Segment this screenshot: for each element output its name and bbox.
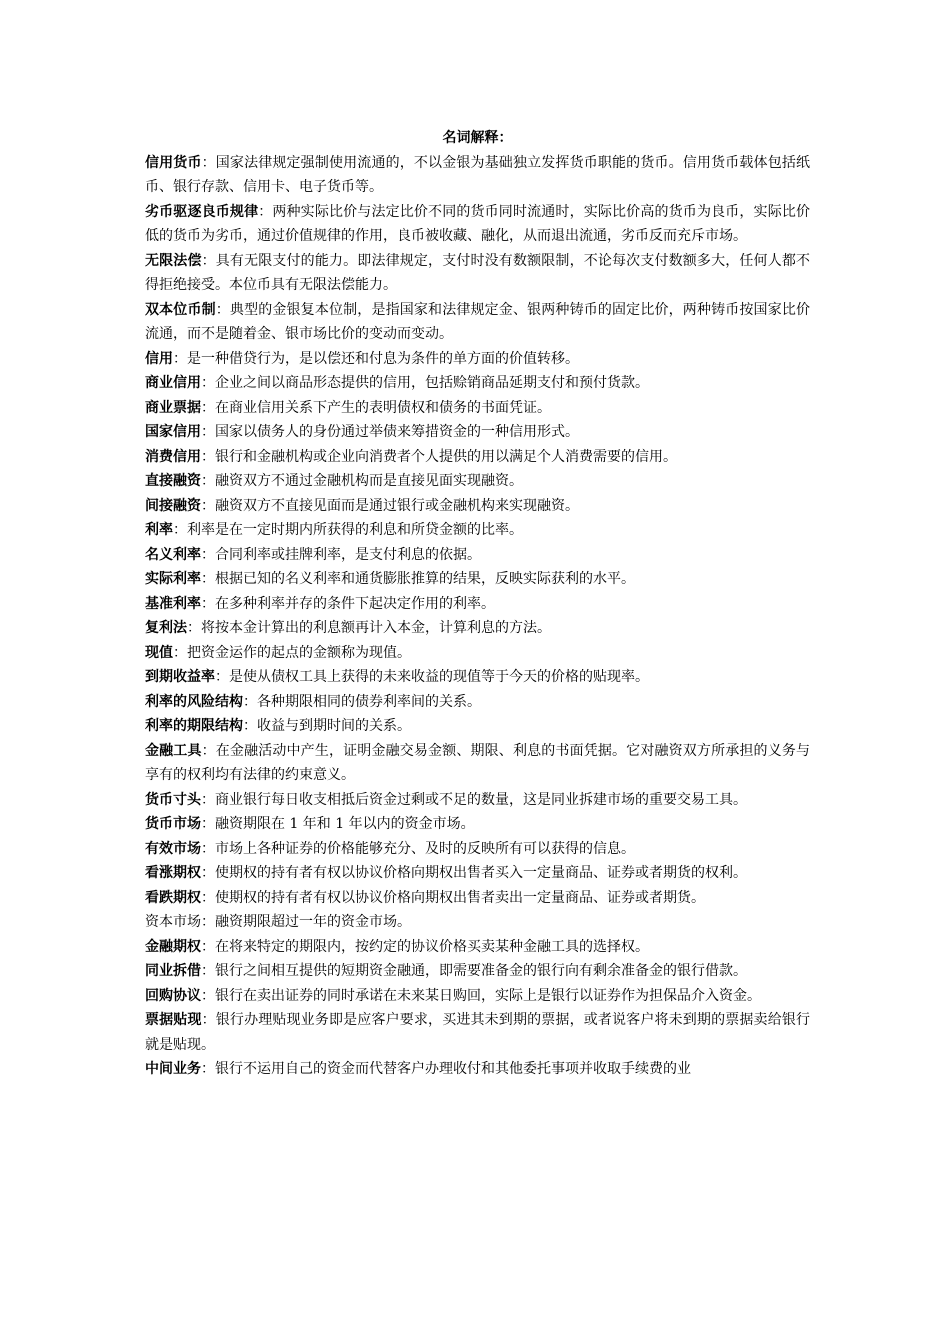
- glossary-term: 商业票据: [145, 399, 201, 416]
- term-separator: ：: [201, 154, 216, 171]
- glossary-term: 票据贴现: [145, 1012, 202, 1028]
- glossary-entry: [145, 420, 810, 445]
- glossary-entry: [145, 543, 810, 568]
- glossary-entry: [145, 959, 810, 984]
- term-separator: ：: [201, 742, 216, 759]
- glossary-definition: 银行之间相互提供的短期资金融通，即需要准备金的银行向有剩余准备金的银行借款。: [215, 963, 747, 979]
- glossary-term: 间接融资: [145, 497, 201, 514]
- term-separator: ：: [173, 522, 187, 538]
- glossary-definition: 是一种借贷行为，是以偿还和付息为条件的单方面的价值转移。: [187, 350, 579, 367]
- glossary-entry: [145, 739, 810, 788]
- glossary-term: 有效市场: [145, 840, 201, 857]
- glossary-term: 利率: [145, 522, 173, 538]
- glossary-entry: [145, 1008, 810, 1057]
- term-separator: ：: [201, 473, 215, 489]
- term-separator: ：: [201, 448, 215, 465]
- glossary-term: 直接融资: [145, 473, 201, 489]
- glossary-definition: 收益与到期时间的关系。: [257, 718, 411, 734]
- glossary-definition: 具有无限支付的能力。即法律规定，支付时没有数额限制，不论每次支付数额多大，任何人都不得拒绝接受。本位币具有无限法偿能力。: [145, 252, 811, 293]
- glossary-term: 货币寸头: [145, 791, 201, 808]
- glossary-entry: [145, 788, 810, 813]
- glossary-term: 货币市场: [145, 816, 201, 832]
- document-page: [145, 126, 810, 1082]
- glossary-term: 利率的期限结构: [145, 718, 243, 734]
- glossary-term: 消费信用: [145, 448, 201, 465]
- glossary-definition: 使期权的持有者有权以协议价格向期权出售者卖出一定量商品、证券或者期货。: [215, 889, 705, 906]
- term-separator: ：: [201, 424, 215, 440]
- term-separator: ：: [243, 718, 257, 734]
- glossary-entry: [145, 935, 810, 960]
- glossary-term: 看涨期权: [145, 865, 201, 881]
- glossary-entry: [145, 151, 810, 200]
- glossary-entry: [145, 396, 810, 421]
- glossary-definition: 在将来特定的期限内，按约定的协议价格买卖某种金融工具的选择权。: [215, 938, 649, 955]
- term-separator: ：: [201, 987, 215, 1004]
- glossary-definition: 各种期限相同的债券利率间的关系。: [257, 693, 481, 710]
- glossary-entry: [145, 445, 810, 470]
- glossary-entry: [145, 641, 810, 666]
- glossary-definition: 典型的金银复本位制，是指国家和法律规定金、银两种铸币的固定比价，两种铸币按国家比价流通，而不是随着金、银市场比价的变动而变动。: [145, 301, 811, 342]
- term-separator: ：: [201, 889, 215, 906]
- glossary-entry: [145, 518, 810, 543]
- glossary-term: 利率的风险结构: [145, 693, 243, 710]
- glossary-entry: [145, 469, 810, 494]
- glossary-term: 名义利率: [145, 546, 201, 563]
- glossary-definition: 市场上各种证券的价格能够充分、及时的反映所有可以获得的信息。: [215, 840, 635, 857]
- glossary-definition: 资本市场：融资期限超过一年的资金市场。: [145, 914, 411, 930]
- glossary-term: 现值: [145, 644, 173, 661]
- term-separator: ：: [187, 620, 201, 636]
- glossary-definition: 融资双方不通过金融机构而是直接见面实现融资。: [215, 473, 523, 489]
- term-separator: ：: [201, 840, 215, 857]
- glossary-entry: [145, 1057, 810, 1082]
- term-separator: ：: [201, 252, 216, 269]
- glossary-entry: [145, 249, 810, 298]
- glossary-entry: [145, 910, 810, 935]
- glossary-entry: [145, 567, 810, 592]
- term-separator: ：: [243, 693, 257, 710]
- glossary-term: 信用: [145, 350, 173, 367]
- glossary-term: 金融期权: [145, 938, 201, 955]
- glossary-definition: 将按本金计算出的利息额再计入本金，计算利息的方法。: [201, 620, 551, 636]
- glossary-definition: 银行办理贴现业务即是应客户要求，买进其未到期的票据，或者说客户将未到期的票据卖给银行就是贴现。: [145, 1012, 811, 1053]
- glossary-entry: [145, 200, 810, 249]
- term-separator: ：: [215, 301, 230, 318]
- term-separator: ：: [201, 938, 215, 955]
- term-separator: ：: [201, 1012, 216, 1028]
- glossary-definition: 把资金运作的起点的金额称为现值。: [187, 644, 411, 661]
- term-separator: ：: [201, 1061, 215, 1077]
- term-separator: ：: [173, 644, 187, 661]
- glossary-entry: [145, 494, 810, 519]
- term-separator: ：: [201, 595, 215, 612]
- term-separator: ：: [201, 963, 215, 979]
- glossary-entry: [145, 812, 810, 837]
- glossary-entry: [145, 665, 810, 690]
- term-separator: ：: [201, 791, 215, 808]
- glossary-definition: 合同利率或挂牌利率，是支付利息的依据。: [215, 546, 481, 563]
- glossary-definition: 国家法律规定强制使用流通的，不以金银为基础独立发挥货币职能的货币。信用货币载体包括纸币、银行存款、信用卡、电子货币等。: [145, 154, 811, 195]
- glossary-definition: 银行在卖出证券的同时承诺在未来某日购回，实际上是银行以证券作为担保品介入资金。: [215, 987, 761, 1004]
- glossary-term: 商业信用: [145, 375, 201, 391]
- glossary-entry: [145, 984, 810, 1009]
- term-separator: ：: [201, 399, 215, 416]
- glossary-term: 实际利率: [145, 571, 201, 587]
- glossary-term: 回购协议: [145, 987, 201, 1004]
- glossary-entry: [145, 714, 810, 739]
- glossary-entry: [145, 347, 810, 372]
- glossary-term: 复利法: [145, 620, 187, 636]
- glossary-definition: 两种实际比价与法定比价不同的货币同时流通时，实际比价高的货币为良币，实际比价低的货币为劣币，通过价值规律的作用，良币被收藏、融化，从而退出流通，劣币反而充斥市场。: [145, 203, 811, 244]
- glossary-term: 双本位币制: [145, 301, 216, 318]
- term-separator: ：: [201, 375, 215, 391]
- glossary-definition: 商业银行每日收支相抵后资金过剩或不足的数量，这是同业拆建市场的重要交易工具。: [215, 791, 747, 808]
- glossary-definition: 银行不运用自己的资金而代替客户办理收付和其他委托事项并收取手续费的业: [215, 1061, 691, 1077]
- glossary-entry: [145, 298, 810, 347]
- glossary-term: 金融工具: [145, 742, 202, 759]
- glossary-definition: 在金融活动中产生，证明金融交易金额、期限、利息的书面凭据。它对融资双方所承担的义务与享有的权利均有法律的约束意义。: [145, 742, 811, 783]
- term-separator: ：: [201, 497, 215, 514]
- glossary-definition: 银行和金融机构或企业向消费者个人提供的用以满足个人消费需要的信用。: [215, 448, 677, 465]
- term-separator: ：: [173, 350, 187, 367]
- glossary-term: 无限法偿: [145, 252, 202, 269]
- glossary-definition: 融资期限在 1 年和 1 年以内的资金市场。: [215, 816, 475, 832]
- glossary-term: 同业拆借: [145, 963, 201, 979]
- term-separator: ：: [201, 865, 215, 881]
- glossary-entry: [145, 861, 810, 886]
- glossary-definition: 在商业信用关系下产生的表明债权和债务的书面凭证。: [215, 399, 551, 416]
- document-title: 名词解释：: [442, 130, 513, 146]
- glossary-definition: 在多种利率并存的条件下起决定作用的利率。: [215, 595, 495, 612]
- glossary-entry: [145, 371, 810, 396]
- glossary-term: 劣币驱逐良币规律: [145, 203, 259, 220]
- term-separator: ：: [215, 669, 229, 685]
- glossary-list: [145, 151, 810, 1082]
- glossary-definition: 国家以债务人的身份通过举债来筹措资金的一种信用形式。: [215, 424, 579, 440]
- glossary-term: 中间业务: [145, 1061, 201, 1077]
- glossary-term: 信用货币: [145, 154, 202, 171]
- glossary-definition: 企业之间以商品形态提供的信用，包括赊销商品延期支付和预付货款。: [215, 375, 649, 391]
- term-separator: ：: [258, 203, 273, 220]
- glossary-definition: 利率是在一定时期内所获得的利息和所贷金额的比率。: [187, 522, 523, 538]
- glossary-entry: [145, 616, 810, 641]
- glossary-definition: 根据已知的名义利率和通货膨胀推算的结果，反映实际获利的水平。: [215, 571, 635, 587]
- glossary-entry: [145, 592, 810, 617]
- glossary-term: 国家信用: [145, 424, 201, 440]
- glossary-entry: [145, 837, 810, 862]
- glossary-term: 看跌期权: [145, 889, 201, 906]
- term-separator: ：: [201, 816, 215, 832]
- glossary-entry: [145, 690, 810, 715]
- glossary-definition: 融资双方不直接见面而是通过银行或金融机构来实现融资。: [215, 497, 579, 514]
- term-separator: ：: [201, 546, 215, 563]
- term-separator: ：: [201, 571, 215, 587]
- glossary-definition: 使期权的持有者有权以协议价格向期权出售者买入一定量商品、证券或者期货的权利。: [215, 865, 747, 881]
- glossary-term: 到期收益率: [145, 669, 215, 685]
- glossary-definition: 是使从债权工具上获得的未来收益的现值等于今天的价格的贴现率。: [229, 669, 649, 685]
- glossary-term: 基准利率: [145, 595, 201, 612]
- glossary-entry: [145, 886, 810, 911]
